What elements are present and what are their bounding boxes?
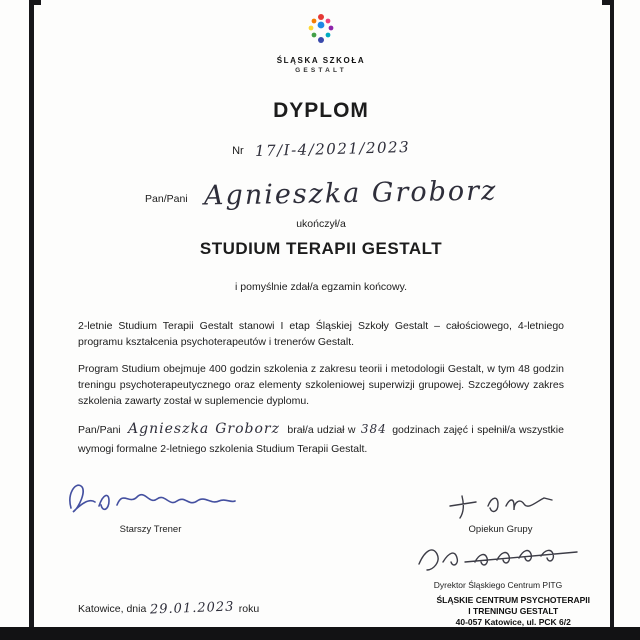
recipient-line [78,175,564,212]
p3-hours-handwritten: 384 [360,422,387,437]
scan-edge-right [610,3,614,629]
paragraph-1: 2-letnie Studium Terapii Gestalt stanowi I etap Śląskiej Szkoły Gestalt – całościowego, 4-letniego programu kształcenia psychoterapeutów i trenerów Gestalt. [78,320,564,349]
exam-line: i pomyślnie zdał/a egzamin końcowy. [235,281,407,293]
year-suffix: roku [238,603,260,615]
p3-tail: godzinach zajęć i spełnił/a wszystkie wymogi formalne 2-letniego szkolenia Studium Terapii Gestalt. [78,424,564,456]
date-line [78,601,259,616]
gestalt-dots-logo-icon [301,12,341,48]
p3-mid: brał/a udział w [287,424,356,437]
number-label: Nr [232,145,244,157]
trainer-signature-icon [63,476,239,520]
scan-mark-top-right [602,0,614,5]
group-supervisor-signature-icon [446,486,556,520]
p3-label: Pan/Pani [78,424,121,437]
scan-edge-bottom [0,627,640,640]
school-name-line2: GESTALT [295,67,347,74]
date-handwritten: 29.01.2023 [150,599,235,618]
scan-mark-top-left [29,0,41,5]
place-label: Katowice, dnia [78,603,147,615]
org-line1: ŚLĄSKIE CENTRUM PSYCHOTERAPII [436,595,590,605]
org-line3: 40-057 Katowice, ul. PCK 6/2 [455,617,571,628]
diploma-number-line [78,137,564,161]
body-text [78,318,564,457]
trainer-signature-label: Starszy Trener [119,524,182,535]
org-line2: I TRENINGU GESTALT [468,606,559,617]
trainer-signature-block [58,476,243,535]
number-handwritten: 17/I-4/2021/2023 [254,137,411,161]
group-supervisor-signature-label: Opiekun Grupy [468,524,533,535]
p3-name-handwritten: Agnieszka Groborz [128,421,280,438]
paragraph-2: Program Studium obejmuje 400 godzin szkolenia z zakresu teorii i metodologii Gestalt, w tym 48 godzin treningu psychoterapeutycznego oraz elementy szkoleniowej superwizji grupowej. Szczegółowy zakres szkolenia zawarty został w suplemencie dyplomu. [78,362,564,408]
group-supervisor-signature-block [418,486,583,535]
school-logo [78,12,564,74]
scan-edge-left [29,3,34,629]
diploma-title: DYPLOM [273,99,369,122]
school-name-line1: ŚLĄSKA SZKOŁA [276,56,366,65]
paragraph-3 [78,419,564,457]
recipient-name-handwritten: Agnieszka Groborz [203,175,498,212]
recipient-label: Pan/Pani [145,193,188,205]
completed-label: ukończył/a [296,218,346,230]
program-title: STUDIUM TERAPII GESTALT [199,239,443,258]
director-signature-icon [413,538,583,576]
director-signature-block [398,538,598,590]
director-signature-label: Dyrektor Śląskiego Centrum PITG [433,580,563,590]
